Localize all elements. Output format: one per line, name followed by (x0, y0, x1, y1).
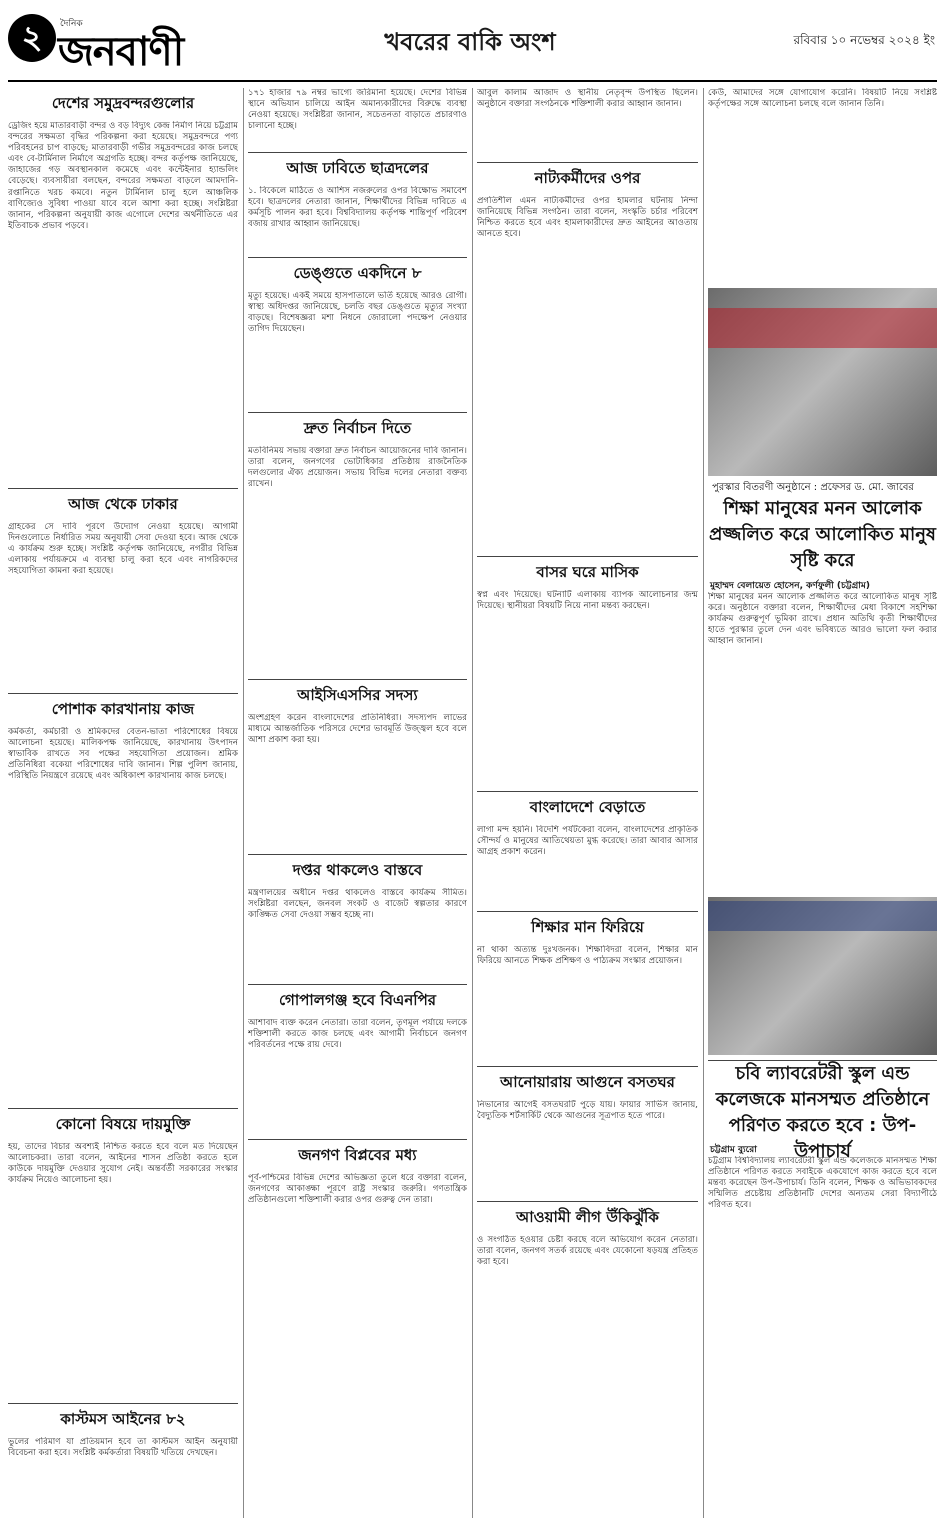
article-headline: আজ ঢাবিতে ছাত্রদলের (286, 159, 429, 177)
article-headline: দপ্তর থাকলেও বাস্তবে (292, 861, 423, 879)
article-body: মন্ত্রণালয়ের অধীনে দপ্তর থাকলেও বাস্তবে কার্যক্রম সীমিত। সংশ্লিষ্টরা বলছেন, জনবল সংকট ও বাজেট স্বল্পতার কারণে কাঙ্ক্ষিত সেবা দেওয়া সম্ভব হচ্ছে না। (248, 888, 467, 921)
article-headline: আওয়ামী লীগ উঁকিঝুঁকি (516, 1208, 659, 1226)
article-tourism (477, 791, 698, 907)
article-headline: জনগণ বিপ্লবের মধ্য (298, 1146, 417, 1164)
article-headline: নাট্যকর্মীদের ওপর (534, 169, 641, 187)
article-body: ও সংগঠিত হওয়ার চেষ্টা করছে বলে অভিযোগ করেন নেতারা। তারা বলেন, জনগণ সতর্ক রয়েছে এবং যেকোনো ষড়যন্ত্র প্রতিহত করা হবে। (477, 1235, 698, 1268)
article-headline: দেশের সমুদ্রবন্দরগুলোর (51, 94, 195, 112)
article-body: চট্টগ্রাম বিশ্ববিদ্যালয় ল্যাবরেটরী স্কুল এন্ড কলেজকে মানসম্মত শিক্ষা প্রতিষ্ঠানে পরিণত করতে সবাইকে একযোগে কাজ করতে হবে বলে মন্তব্য করেছেন উপ-উপাচার্য। তিনি বলেন, শিক্ষক ও অভিভাবকদের সম্মিলিত প্রচেষ্টায় প্রতিষ্ঠানটি দেশের অন্যতম সেরা বিদ্যাপীঠে পরিণত হবে। (708, 1156, 937, 1211)
page-number: ২ (8, 14, 56, 62)
article-body: মৃত্যু হয়েছে। একই সময়ে হাসপাতালে ভর্তি হয়েছে আরও রোগী। স্বাস্থ্য অধিদপ্তর জানিয়েছে, চলতি বছর ডেঙ্গুতে মৃত্যুর সংখ্যা বাড়ছে। বিশেষজ্ঞরা মশা নিধনে জোরালো পদক্ষেপ নেওয়ার তাগিদ দিয়েছেন। (248, 291, 467, 335)
photo-caption: পুরস্কার বিতরণী অনুষ্ঠানে : প্রফেসর ড. মো. জাবের (712, 482, 914, 493)
article-customs (8, 1403, 238, 1519)
article-body: ভুলের পরিমাণ যা প্রতিয়মান হবে তা কাস্টমস আইন অনুযায়ী বিবেচনা করা হবে। সংশ্লিষ্ট কর্মকর্তারা বিষয়টি খতিয়ে দেখছেন। (8, 1437, 238, 1459)
article-awami-league (477, 1201, 698, 1519)
article-chhatradal (248, 152, 467, 253)
article-sea-ports (8, 88, 238, 483)
feature-headline-2: চবি ল্যাবরেটরী স্কুল এন্ড কলেজকে মানসম্মত প্রতিষ্ঠানে পরিণত করতে হবে : উপ-উপাচার্য (708, 1060, 937, 1165)
article-body: ড্রেজিং হয়ে মাতারবাড়ী বন্দর ও বড় বিদ্যুৎ কেন্দ্র নির্মাণ নিয়ে চট্টগ্রাম বন্দরের সক্ষমতা বৃদ্ধির পরিকল্পনা করা হয়েছে। সমুদ্রবন্দরে পণ্য পরিবহনের চাপ বাড়ছে; মাতারবাড়ী গভীর সমুদ্রবন্দরের কাজ চলছে এবং বে-টার্মিনাল নির্মাণে অগ্রগতি হচ্ছে। বন্দর কর্তৃপক্ষ জানিয়েছে, জাহাজের গড় অবস্থানকাল কমেছে এবং কন্টেইনার হ্যান্ডলিং বেড়েছে। ব্যবসায়ীরা বলছেন, বন্দরের সক্ষমতা বাড়লে আমদানি-রপ্তানিতে খরচ কমবে। নতুন টার্মিনাল চালু হলে আঞ্চলিক বাণিজ্যেও সুবিধা পাওয়া যাবে বলে আশা করা হচ্ছে। সংশ্লিষ্টরা জানান, পরিকল্পনা অনুযায়ী কাজ এগোলে দেশের অর্থনীতিতে এর ইতিবাচক প্রভাব পড়বে। (8, 121, 238, 231)
article-body: অংশগ্রহণ করেন বাংলাদেশের প্রতিনিধিরা। সদস্যপদ লাভের মাধ্যমে আন্তর্জাতিক পরিসরে দেশের ভাবমূর্তি উজ্জ্বল হবে বলে আশা প্রকাশ করা হয়। (248, 713, 467, 746)
article-body: আবুল কালাম আজাদ ও স্থানীয় নেতৃবৃন্দ উপস্থিত ছিলেন। অনুষ্ঠানে বক্তারা সংগঠনকে শক্তিশালী করার আহ্বান জানান। (477, 88, 698, 110)
article-dengue (248, 257, 467, 408)
byline: মুহাম্মদ বেলায়েত হোসেন, কর্ণফুলী (চট্টগ্রাম) (710, 581, 870, 591)
article-icsc (248, 679, 467, 850)
article-headline: শিক্ষার মান ফিরিয়ে (531, 918, 644, 936)
article-theatre (477, 162, 698, 553)
header-rule (8, 80, 937, 82)
article-gopalganj (248, 984, 467, 1135)
article-body: কেউ, আমাদের সঙ্গে যোগাযোগ করেনি। বিষয়টি নিয়ে সংশ্লিষ্ট কর্তৃপক্ষের সঙ্গে আলোচনা চলছে বলে জানান তিনি। (708, 88, 937, 110)
column-divider (703, 88, 704, 1518)
article-body: স্বপ্ন এবং দিয়েছে। ঘটনাটি এলাকায় ব্যাপক আলোচনার জন্ম দিয়েছে। স্থানীয়রা বিষয়টি নিয়ে নানা মন্তব্য করছেন। (477, 590, 698, 612)
article-headline: গোপালগঞ্জ হবে বিএনপির (278, 991, 437, 1009)
article-headline: কাস্টমস আইনের ৮২ (60, 1410, 186, 1428)
article-body: না থাকা অত্যন্ত দুঃখজনক। শিক্ষাবিদরা বলেন, শিক্ষার মান ফিরিয়ে আনতে শিক্ষক প্রশিক্ষণ ও পাঠ্যক্রম সংস্কার প্রয়োজন। (477, 945, 698, 967)
article-continued (477, 88, 698, 158)
article-body: প্রগতিশীল এমন নাট্যকর্মীদের ওপর হামলার ঘটনায় নিন্দা জানিয়েছে বিভিন্ন সংগঠন। তারা বলেন, সংস্কৃতি চর্চার পরিবেশ নিশ্চিত করতে হবে এবং হামলাকারীদের দ্রুত আইনের আওতায় আনতে হবে। (477, 196, 698, 240)
column-divider (472, 88, 473, 1518)
article-revolution (248, 1139, 467, 1519)
column-divider (243, 88, 244, 1518)
article-body: পূর্ব-পশ্চিমের বিভিন্ন দেশের অভিজ্ঞতা তুলে ধরে বক্তারা বলেন, জনগণের আকাঙ্ক্ষা পূরণে রাষ্ট্র সংস্কার জরুরি। গণতান্ত্রিক প্রতিষ্ঠানগুলো শক্তিশালী করার ওপর গুরুত্ব দেন তারা। (248, 1173, 467, 1206)
article-immunity (8, 1108, 238, 1399)
article-headline: আনোয়ারায় আগুনে বসতঘর (500, 1073, 675, 1091)
article-body: নিভানোর আগেই বসতঘরটি পুড়ে যায়। ফায়ার সার্ভিস জানায়, বৈদ্যুতিক শর্টসার্কিট থেকে আগুনের সূত্রপাত হতে পারে। (477, 1100, 698, 1122)
article-continued (708, 88, 937, 283)
article-headline: বাসর ঘরে মাসিক (536, 563, 639, 581)
article-headline: ডেঙ্গুতে একদিনে ৮ (293, 264, 422, 282)
section-title: খবরের বাকি অংশ (384, 28, 556, 56)
article-body: গ্রাহকের সে দাবি পূরণে উদ্যোগ নেওয়া হয়েছে। আগামী দিনগুলোতে নির্ধারিত সময় অনুযায়ী সেবা দেওয়া হবে। আজ থেকে এ কার্যক্রম শুরু হচ্ছে। সংশ্লিষ্ট কর্তৃপক্ষ জানিয়েছে, নগরীর বিভিন্ন এলাকায় পর্যায়ক্রমে এ ব্যবস্থা চালু করা হবে এবং নাগরিকদের সহযোগিতা কামনা করা হয়েছে। (8, 522, 238, 577)
article-wedding (477, 556, 698, 787)
byline: চট্টগ্রাম ব্যুরো (710, 1145, 757, 1155)
article-garments (8, 693, 238, 1054)
feature-headline: শিক্ষা মানুষের মনন আলোক প্রজ্জলিত করে আলোকিত মানুষ সৃষ্টি করে (709, 498, 936, 571)
page-header (0, 0, 945, 82)
article-dhaka (8, 488, 238, 689)
article-office (248, 854, 467, 980)
seminar-photo (708, 897, 937, 1055)
feature-body-2 (708, 1156, 937, 1518)
article-body: ১৭১ হাজার ৭৯ নম্বর ভাগ্যে জরিমানা হয়েছে। দেশের বিভিন্ন স্থানে অভিযান চালিয়ে আইন অমান্যকারীদের বিরুদ্ধে ব্যবস্থা নেওয়া হয়েছে। সংশ্লিষ্টরা জানান, সচেতনতা বাড়াতে প্রচারণাও চালানো হচ্ছে। (248, 88, 467, 132)
article-headline: বাংলাদেশে বেড়াতে (529, 798, 646, 816)
article-continued (248, 88, 467, 148)
feature-body (708, 592, 937, 892)
masthead-logo: জনবাণী (58, 29, 184, 75)
article-body: আশাবাদ ব্যক্ত করেন নেতারা। তারা বলেন, তৃণমূল পর্যায়ে দলকে শক্তিশালী করতে কাজ চলছে এবং আগামী নির্বাচনে জনগণ পরিবর্তনের পক্ষে রায় দেবে। (248, 1018, 467, 1051)
article-headline: পোশাক কারখানায় কাজ (51, 700, 195, 718)
article-body: ১. বিকেলে মাঠিতে ও আশিস নজরুলের ওপর বিক্ষোভ সমাবেশ হবে। ছাত্রদলের নেতারা জানান, শিক্ষার্থীদের বিভিন্ন দাবিতে এ কর্মসূচি পালন করা হবে। বিশ্ববিদ্যালয় কর্তৃপক্ষ শান্তিপূর্ণ পরিবেশ বজায় রাখার আহ্বান জানিয়েছে। (248, 186, 467, 230)
daily-label: দৈনিক (60, 19, 83, 29)
article-headline: আজ থেকে ঢাকার (68, 495, 178, 513)
article-body: মতবিনিময় সভায় বক্তারা দ্রুত নির্বাচন আয়োজনের দাবি জানান। তারা বলেন, জনগণের ভোটাধিকার প্রতিষ্ঠায় রাজনৈতিক দলগুলোর ঐক্য প্রয়োজন। সভায় বিভিন্ন দলের নেতারা বক্তব্য রাখেন। (248, 446, 467, 490)
article-body: কর্মকর্তা, কর্মচারী ও শ্রমিকদের বেতন-ভাতা পরিশোধের বিষয়ে আলোচনা হয়েছে। মালিকপক্ষ জানিয়েছে, কারখানায় উৎপাদন স্বাভাবিক রাখতে সব পক্ষের সহযোগিতা প্রয়োজন। শ্রমিক প্রতিনিধিরা বকেয়া পরিশোধের দাবি জানান। শিল্প পুলিশ জানায়, পরিস্থিতি নিয়ন্ত্রণে রয়েছে এবং অধিকাংশ কারখানায় কাজ চলছে। (8, 727, 238, 782)
article-body: হয়, তাদের বিচার অবশ্যই নিশ্চিত করতে হবে বলে মত দিয়েছেন আলোচকরা। তারা বলেন, আইনের শাসন প্রতিষ্ঠা করতে হলে কাউকে দায়মুক্তি দেওয়ার সুযোগ নেই। অন্তর্বর্তী সরকারের সংস্কার কার্যক্রম নিয়েও আলোচনা হয়। (8, 1142, 238, 1186)
article-headline: আইসিএসসির সদস্য (297, 686, 418, 704)
article-fire (477, 1066, 698, 1197)
article-education (477, 911, 698, 1062)
article-body: শিক্ষা মানুষের মনন আলোক প্রজ্জলিত করে আলোকিত মানুষ সৃষ্টি করে। অনুষ্ঠানে বক্তারা বলেন, শিক্ষার্থীদের মেধা বিকাশে সহশিক্ষা কার্যক্রম গুরুত্বপূর্ণ ভূমিকা রাখে। প্রধান অতিথি কৃতী শিক্ষার্থীদের হাতে পুরস্কার তুলে দেন এবং ভবিষ্যতে আরও ভালো ফল করার আহ্বান জানান। (708, 592, 937, 647)
award-ceremony-photo (708, 288, 937, 476)
article-headline: দ্রুত নির্বাচন দিতে (303, 419, 412, 437)
issue-date: রবিবার ১০ নভেম্বর ২০২৪ ইং (793, 33, 935, 47)
article-election (248, 412, 467, 675)
article-headline: কোনো বিষয়ে দায়মুক্তি (55, 1115, 191, 1133)
article-body: লাগা মন্দ হয়নি। বিদেশি পর্যটকেরা বলেন, বাংলাদেশের প্রাকৃতিক সৌন্দর্য ও মানুষের আতিথেয়তা মুগ্ধ করেছে। তারা আবার আসার আগ্রহ প্রকাশ করেন। (477, 825, 698, 858)
